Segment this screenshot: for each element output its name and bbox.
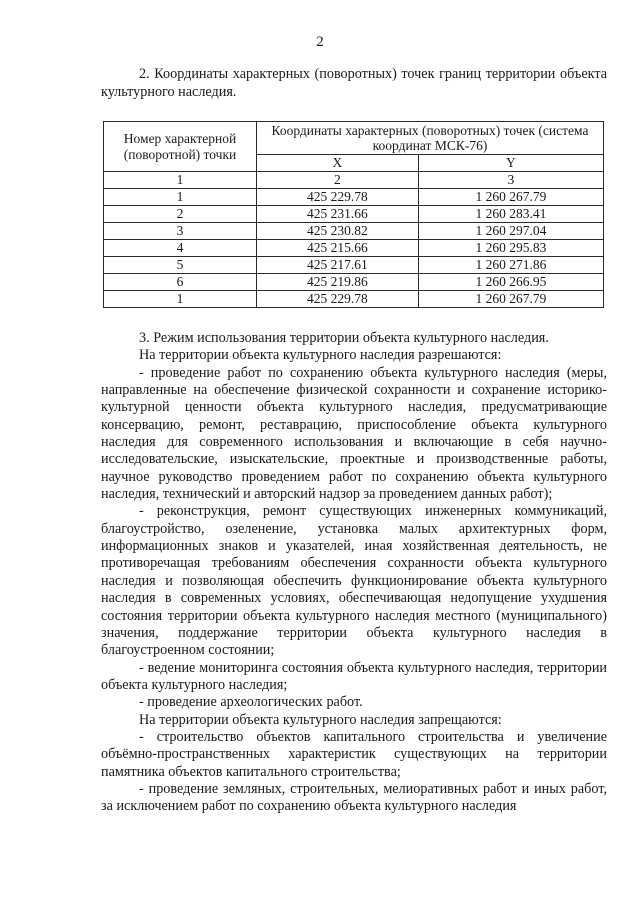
prohibited-item-construction: - строительство объектов капитального строительства и увеличение объёмно-пространственных характеристик существующих на территории памятника объектов капитального строительства; — [101, 728, 607, 780]
permitted-item-monitoring: - ведение мониторинга состояния объекта культурного наследия, территории объекта культурного наследия; — [101, 659, 607, 693]
prohibited-item-earthworks: - проведение земляных, строительных, мелиоративных работ и иных работ, за исключением работ по сохранению объекта культурного наследия — [101, 780, 607, 815]
point-number-cell: 4 — [104, 240, 257, 257]
table-row — [104, 206, 604, 223]
permitted-item-reconstruction: - реконструкция, ремонт существующих инженерных коммуникаций, благоустройство, озеленение, установка малых архитектурных форм, информационных знаков и указателей, иная хозяйственная деятельность, не противоречащая требованиям обеспечения сохранности объекта культурного наследия и позволяющая обеспечить функционирование объекта культурного наследия в современных условиях, обеспечивающая недопущение ухудшения состояния территории объекта культурного наследия местного (муниципального) значения, поддержание территории объекта культурного наследия в благоустроенном состоянии; — [101, 503, 607, 659]
header-point-number: Номер характерной (поворотной) точки — [104, 122, 257, 172]
index-cell: 2 — [257, 172, 419, 189]
section-3-heading: 3. Режим использования территории объекта культурного наследия. — [139, 330, 549, 346]
x-cell: 425 219.86 — [257, 274, 419, 291]
y-cell: 1 260 267.79 — [418, 291, 603, 308]
y-cell: 1 260 267.79 — [418, 189, 603, 206]
header-x: X — [257, 155, 419, 172]
table-row — [104, 257, 604, 274]
x-cell: 425 229.78 — [257, 189, 419, 206]
point-number-cell: 6 — [104, 274, 257, 291]
y-cell: 1 260 283.41 — [418, 206, 603, 223]
table-row — [104, 274, 604, 291]
section-2-heading: 2. Координаты характерных (поворотных) точек границ территории объекта культурного наследия. — [101, 66, 607, 100]
point-number-cell: 2 — [104, 206, 257, 223]
index-cell: 3 — [418, 172, 603, 189]
prohibited-intro: На территории объекта культурного наследия запрещаются: — [139, 711, 502, 728]
header-y: Y — [418, 155, 603, 172]
header-coordinates: Координаты характерных (поворотных) точек (система координат МСК-76) — [257, 122, 604, 155]
y-cell: 1 260 271.86 — [418, 257, 603, 274]
x-cell: 425 229.78 — [257, 291, 419, 308]
y-cell: 1 260 297.04 — [418, 223, 603, 240]
table-index-row — [104, 172, 604, 189]
table-row — [104, 189, 604, 206]
index-cell: 1 — [104, 172, 257, 189]
point-number-cell: 5 — [104, 257, 257, 274]
table-row — [104, 223, 604, 240]
x-cell: 425 217.61 — [257, 257, 419, 274]
permitted-item-preservation: - проведение работ по сохранению объекта культурного наследия (меры, направленные на обеспечение физической сохранности и сохранение историко-культурной ценности объекта культурного наследия, предусматривающие консервацию, ремонт, реставрацию, приспособление объекта культурного наследия для современного использования и включающие в себя научно-исследовательские, изыскательские, проектные и производственные работы, научное руководство проведением работ по сохранению объекта культурного наследия, технический и авторский надзор за проведением данных работ); — [101, 364, 607, 503]
section-3-body — [101, 330, 607, 816]
permitted-intro: На территории объекта культурного наследия разрешаются: — [139, 347, 502, 364]
x-cell: 425 215.66 — [257, 240, 419, 257]
table-header-row — [104, 122, 604, 155]
point-number-cell: 3 — [104, 223, 257, 240]
point-number-cell: 1 — [104, 189, 257, 206]
x-cell: 425 231.66 — [257, 206, 419, 223]
permitted-item-archaeology: - проведение археологических работ. — [139, 694, 363, 711]
table-row — [104, 291, 604, 308]
y-cell: 1 260 266.95 — [418, 274, 603, 291]
table-row — [104, 240, 604, 257]
x-cell: 425 230.82 — [257, 223, 419, 240]
point-number-cell: 1 — [104, 291, 257, 308]
y-cell: 1 260 295.83 — [418, 240, 603, 257]
coordinates-table — [103, 121, 604, 308]
page-number: 2 — [316, 34, 324, 50]
